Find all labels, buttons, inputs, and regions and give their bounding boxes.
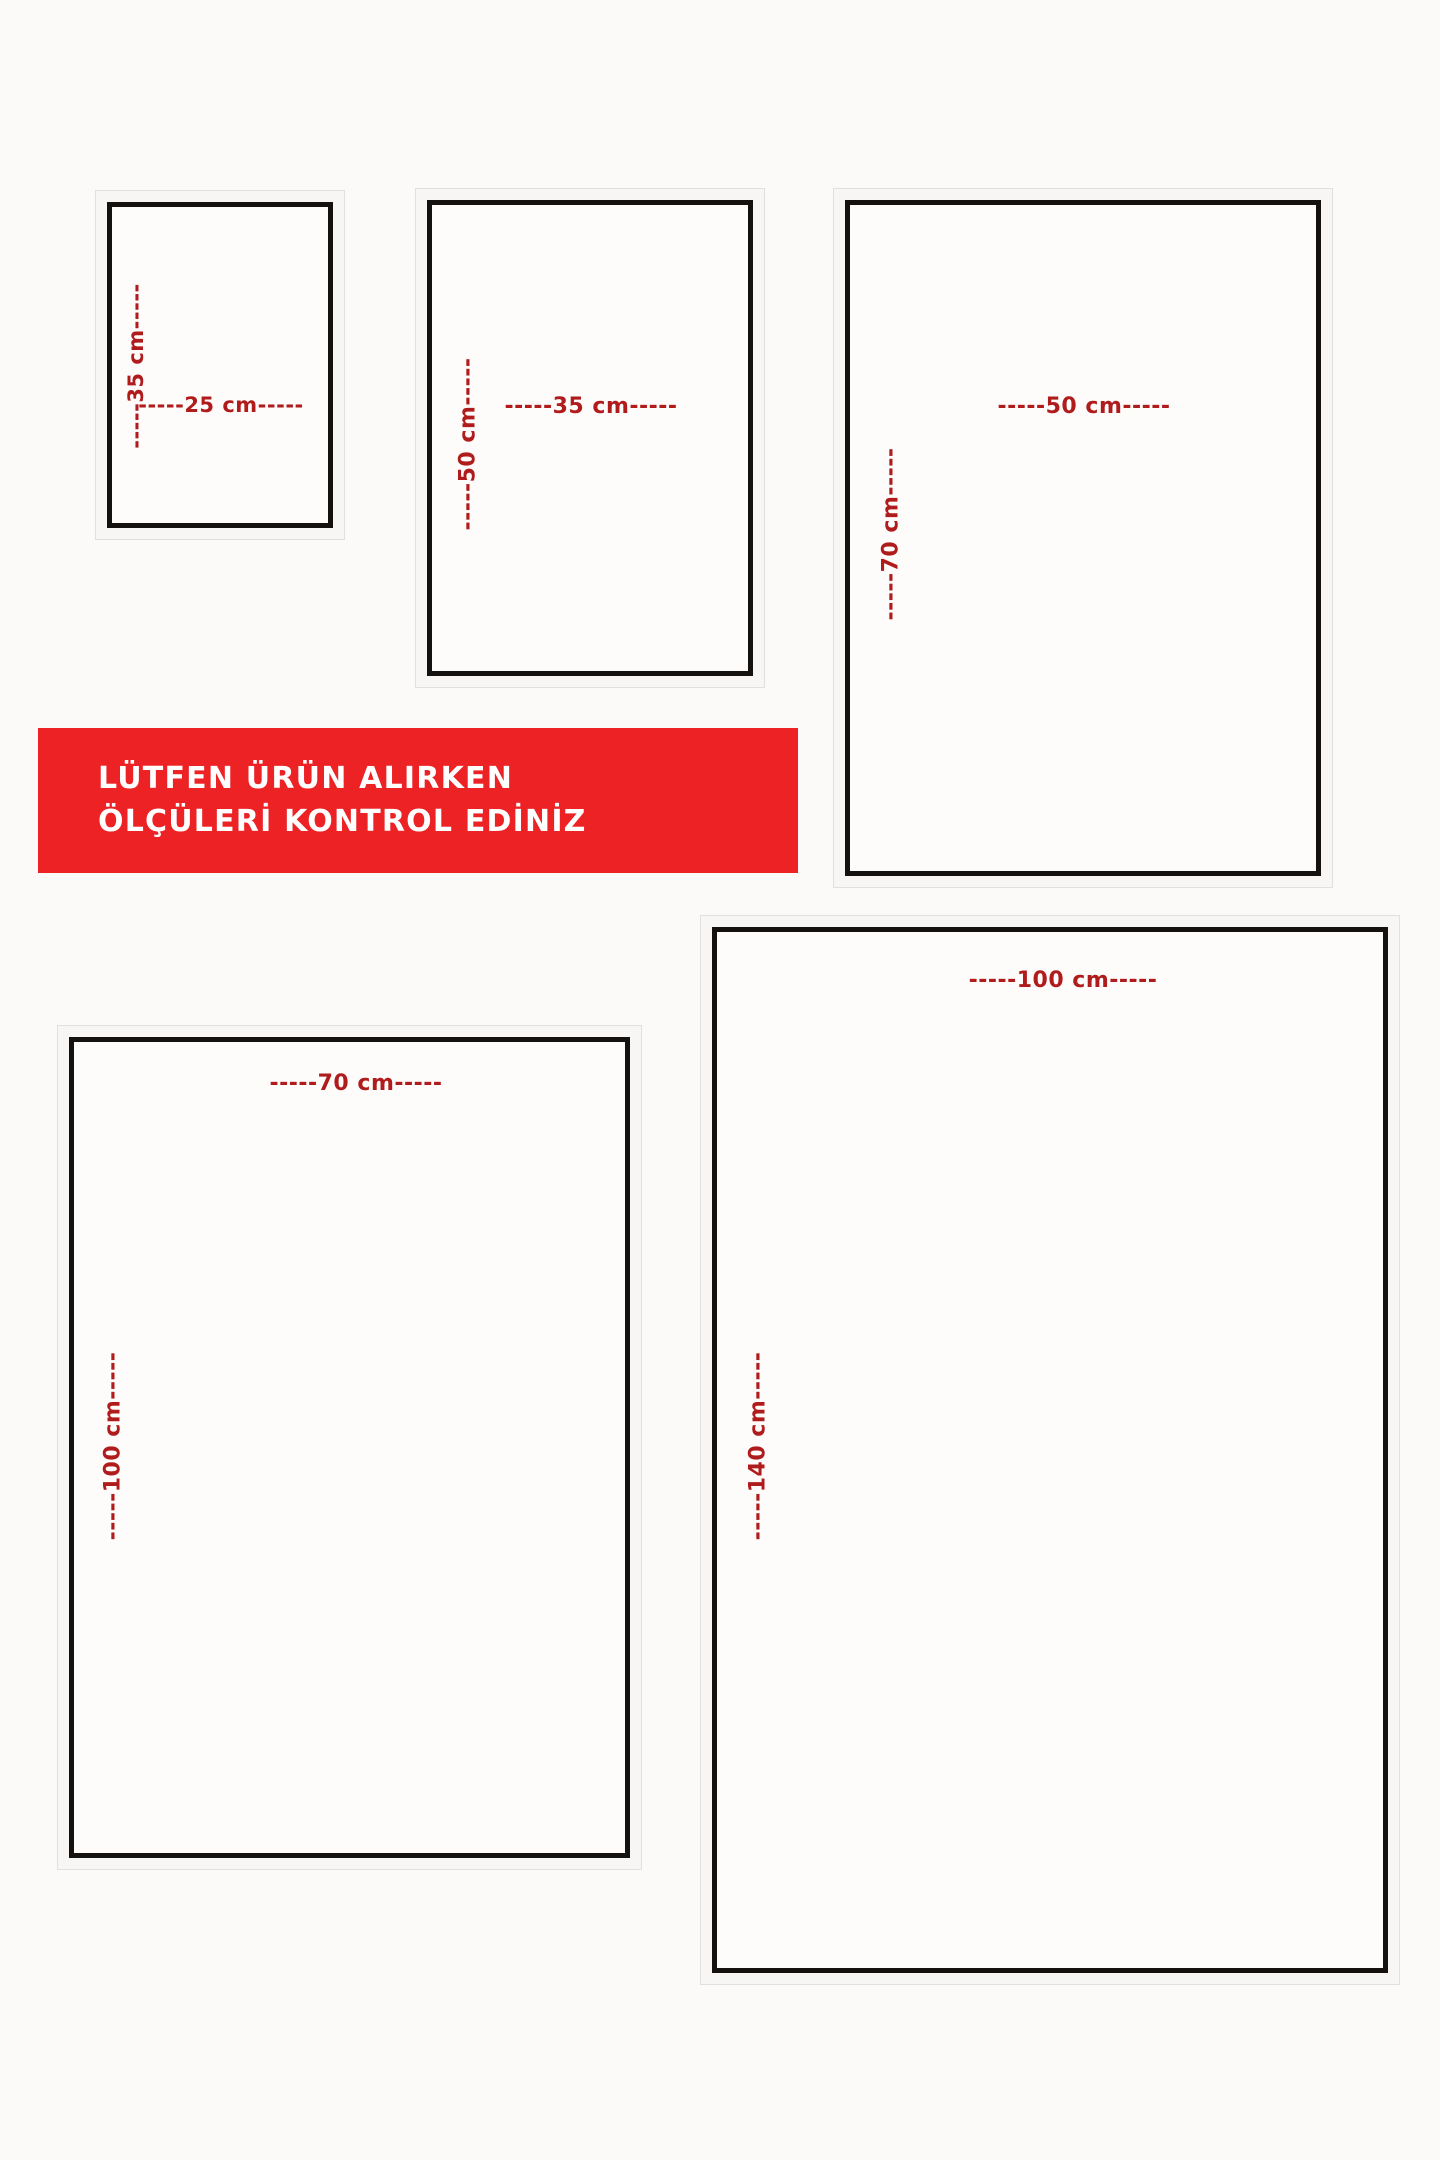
frame-100x140 <box>700 915 1400 1985</box>
frame-100x140-inner <box>712 927 1388 1973</box>
frame-70x100-height-label: -----100 cm----- <box>100 1351 126 1541</box>
frame-50x70-inner <box>845 200 1321 876</box>
frame-25x35-height-label: -----35 cm----- <box>124 283 148 449</box>
frame-50x70-width-label: -----50 cm----- <box>997 394 1171 419</box>
frame-100x140-height-label: -----140 cm----- <box>745 1351 771 1541</box>
frame-25x35-width-label: -----25 cm----- <box>138 393 304 417</box>
frame-35x50-width-label: -----35 cm----- <box>504 394 678 419</box>
frame-70x100-width-label: -----70 cm----- <box>269 1071 443 1096</box>
notice-line-1: LÜTFEN ÜRÜN ALIRKEN <box>98 760 514 796</box>
frame-70x100 <box>57 1025 642 1870</box>
frame-35x50-height-label: -----50 cm----- <box>455 357 481 531</box>
frame-50x70-height-label: -----70 cm----- <box>878 447 904 621</box>
frame-50x70 <box>833 188 1333 888</box>
frame-100x140-width-label: -----100 cm----- <box>968 968 1158 993</box>
frame-35x50 <box>415 188 765 688</box>
size-check-notice <box>38 728 798 873</box>
frame-70x100-inner <box>69 1037 630 1858</box>
notice-line-2: ÖLÇÜLERİ KONTROL EDİNİZ <box>98 803 587 839</box>
frame-25x35 <box>95 190 345 540</box>
